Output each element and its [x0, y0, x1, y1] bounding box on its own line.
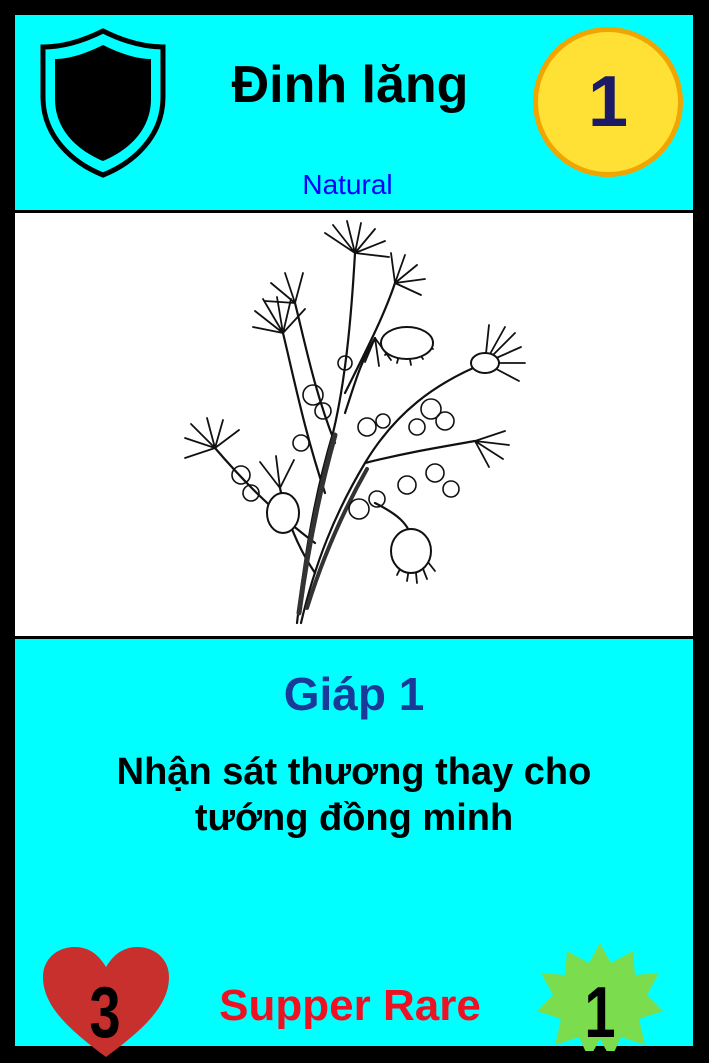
ability-title: Giáp 1 [283, 668, 425, 720]
attack-value: 1 [584, 973, 616, 1053]
card-body [15, 639, 693, 1053]
health-value: 3 [89, 973, 121, 1053]
ability-description-line-1: Nhận sát thương thay cho [116, 751, 592, 793]
card-title: Đinh lăng [231, 56, 469, 114]
ability-description-line-2: tướng đồng minh [194, 797, 514, 839]
rarity-label: Supper Rare [219, 981, 481, 1030]
card-artwork [15, 213, 693, 636]
plant-illustration [15, 213, 693, 636]
shield-icon [39, 27, 167, 179]
card-header [15, 15, 693, 210]
mana-cost-badge [533, 27, 683, 177]
card-type: Natural [302, 169, 393, 200]
mana-cost-value: 1 [587, 62, 629, 142]
ability-description [55, 749, 653, 841]
